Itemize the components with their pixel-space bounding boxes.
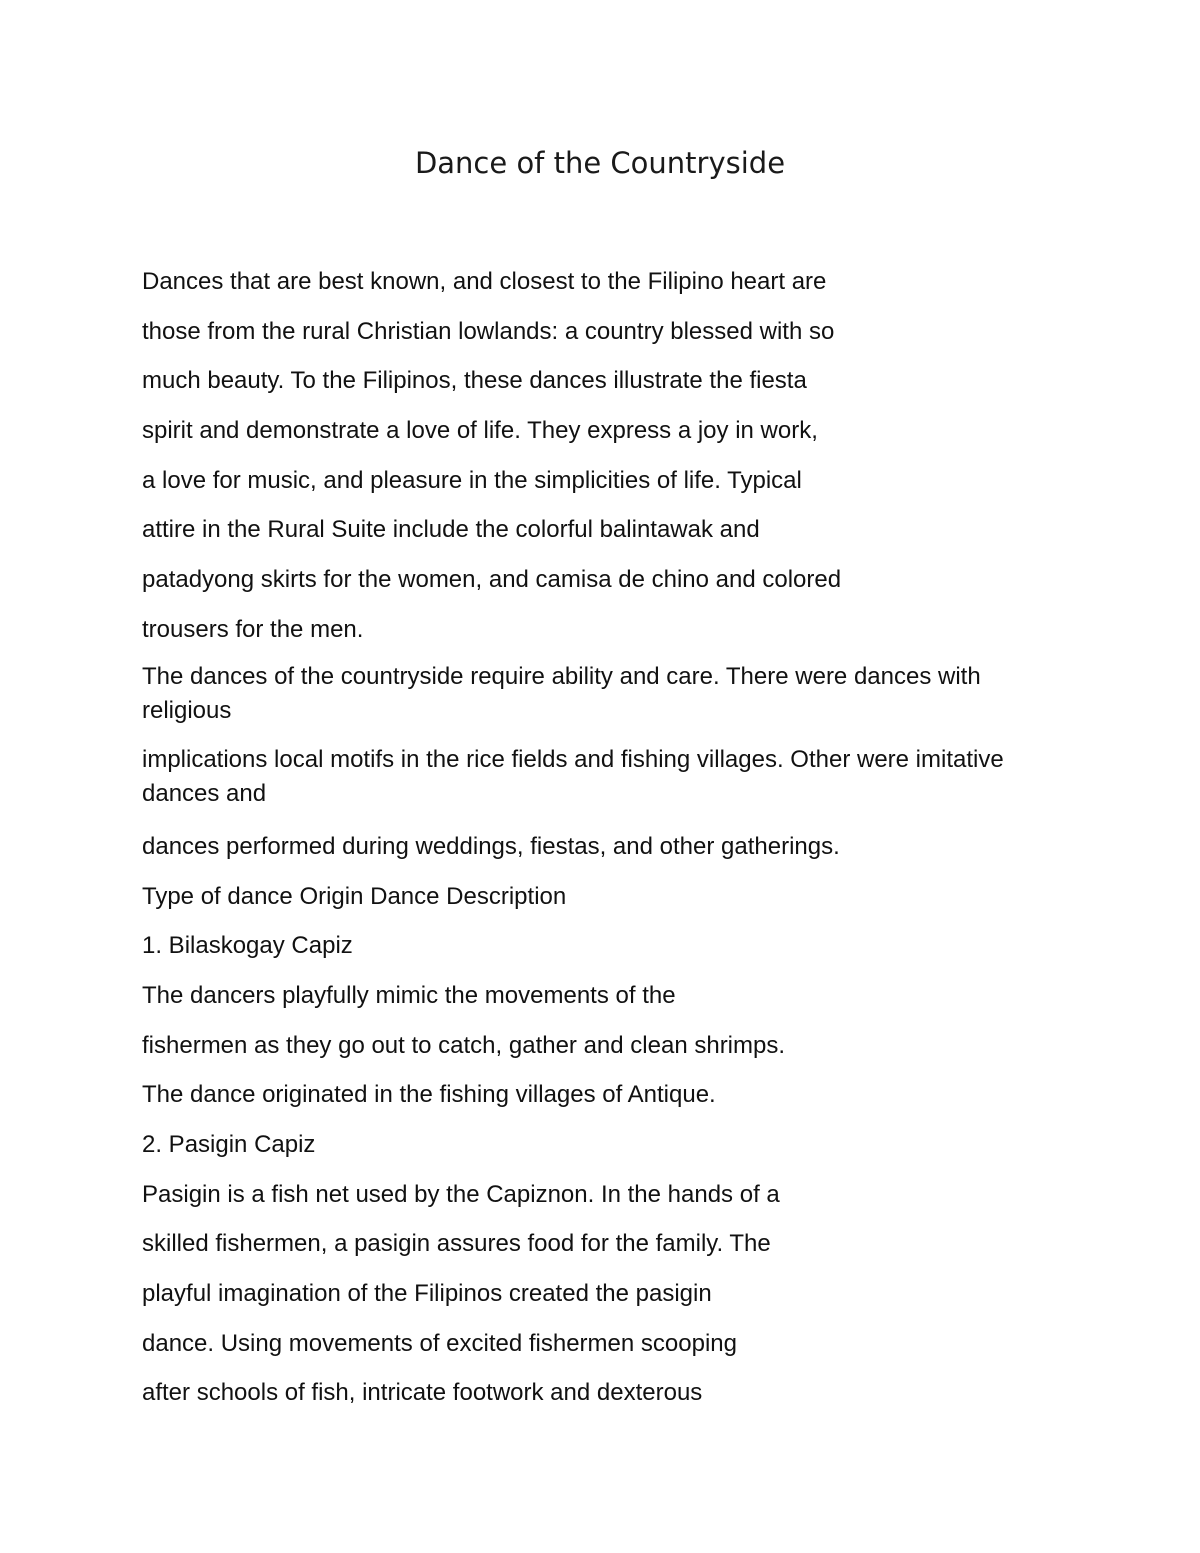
dance-description-line: skilled fishermen, a pasigin assures food for the family. The	[142, 1230, 771, 1258]
table-header: Type of dance Origin Dance Description	[142, 882, 567, 910]
document-title: Dance of the Countryside	[414, 146, 786, 180]
dance-description-line: fishermen as they go out to catch, gather and clean shrimps.	[142, 1031, 786, 1059]
dance-description-line: after schools of fish, intricate footwork and dexterous	[142, 1379, 703, 1407]
dance-description-line: The dance originated in the fishing villages of Antique.	[142, 1081, 716, 1109]
dance-description-line: The dancers playfully mimic the movements of the	[142, 981, 676, 1009]
intro-line: a love for music, and pleasure in the simplicities of life. Typical	[142, 466, 802, 494]
intro-line: much beauty. To the Filipinos, these dances illustrate the fiesta	[142, 367, 807, 395]
paragraph-gatherings: dances performed during weddings, fiestas, and other gatherings.	[142, 832, 840, 860]
dance-description-line: Pasigin is a fish net used by the Capiznon. In the hands of a	[142, 1180, 780, 1208]
intro-line: trousers for the men.	[142, 615, 364, 643]
intro-line: those from the rural Christian lowlands: a country blessed with so	[142, 317, 835, 345]
dance-description-line: playful imagination of the Filipinos created the pasigin	[142, 1280, 712, 1308]
dance-heading-pasigin: 2. Pasigin Capiz	[142, 1131, 316, 1158]
paragraph-countryside: The dances of the countryside require ability and care. There were dances with religious	[142, 662, 981, 724]
intro-line: patadyong skirts for the women, and camisa de chino and colored	[142, 566, 842, 594]
intro-line: attire in the Rural Suite include the colorful balintawak and	[142, 516, 760, 544]
intro-line: spirit and demonstrate a love of life. They express a joy in work,	[142, 417, 818, 445]
dance-heading-bilaskogay: 1. Bilaskogay Capiz	[142, 932, 353, 960]
paragraph-implications: implications local motifs in the rice fields and fishing villages. Other were imitative dances and	[142, 746, 1004, 808]
intro-line: Dances that are best known, and closest to the Filipino heart are	[142, 268, 827, 295]
dance-description-line: dance. Using movements of excited fishermen scooping	[142, 1329, 737, 1357]
document-body	[142, 262, 1062, 1423]
